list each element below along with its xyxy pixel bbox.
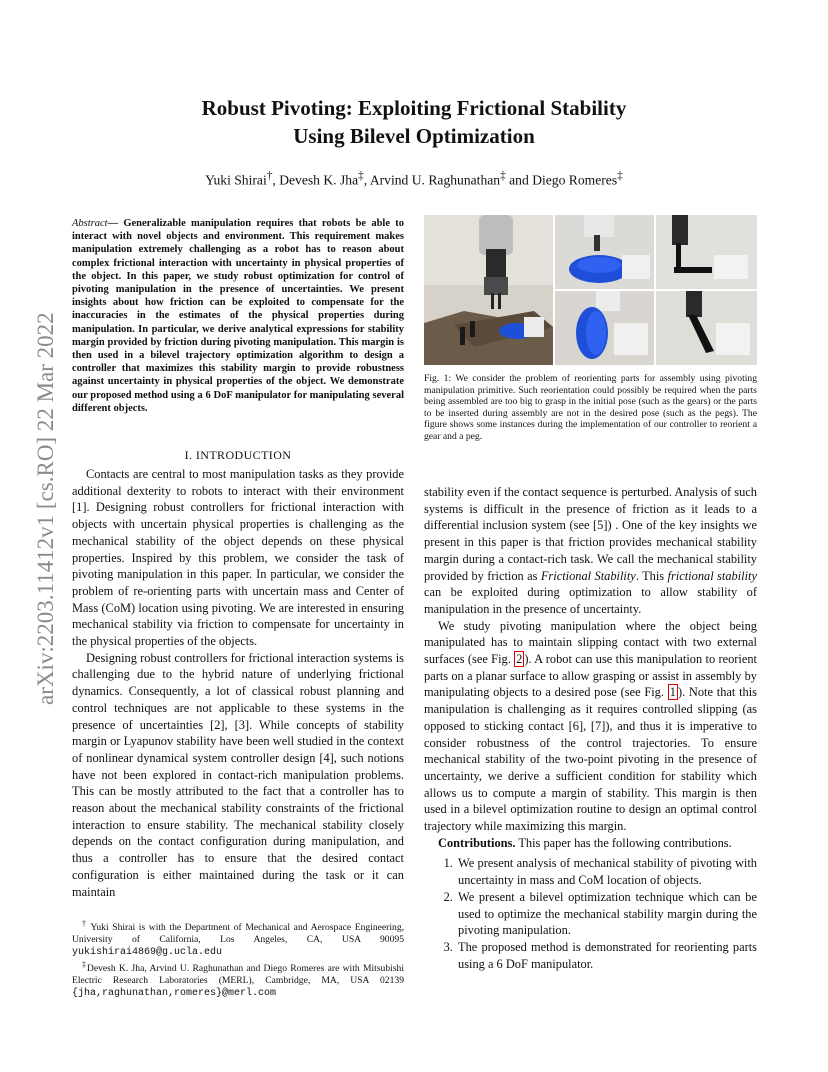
author-separator: , xyxy=(363,172,370,188)
intro-paragraph: Designing robust controllers for frictional interaction systems is challenging due to the hybrid nature of underlying frictional dynamics. Consequently, a lot of classical robust planning and control techniques are not applicable to these systems in the presence of uncertainties [2], [3]. While concepts of stability margin or Lyapunov stability have been well studied in the context of nonlinear dynamical system controller design [4], such notions have not been explored in contact-rich manipulation problems. This can be mostly attributed to the fact that a controller has to reason about the mechanical stability constraints of the frictional interaction to ensure stability. The mechanical stability closely depends on the contact configuration during manipulation, and thus a controller has to ensure that the desired contact configuration is either maintained during the task or it can maintain xyxy=(72,650,404,899)
footnote-mark: ‡ xyxy=(82,959,87,969)
author-name: Devesh K. Jha xyxy=(279,172,359,188)
list-item: 3. The proposed method is demonstrated for reorienting parts using a 6 DoF manipulator. xyxy=(456,939,757,972)
paper-title xyxy=(130,94,698,150)
author-name: Diego Romeres xyxy=(532,172,618,188)
affiliation-mark: † xyxy=(266,170,273,182)
text-run: can be exploited during optimization to allow stability of manipulation in the presence of uncertainty. xyxy=(424,585,757,616)
intro-paragraph: Contacts are central to most manipulation tasks as they provide additional dexterity to robots to interact with their environment [1]. Designing robust controllers for frictional interaction with objects with uncertain physical properties is challenging as the mechanical stability of the object depends on these physical properties. Inspired by this problem, we consider the task of pivoting manipulation in this paper. In particular, we consider the problem of re-orienting parts with uncertain mass and Center of Mass (CoM) location using pivoting. We are interested in ensuring mechanical stability via friction to compensate for uncertainty in the physical properties of the objects. xyxy=(72,467,404,649)
contributions-intro xyxy=(424,835,757,852)
text-run: . This xyxy=(635,568,668,583)
photo-panel-gear-pivot xyxy=(555,291,654,365)
contributions-list xyxy=(424,855,757,972)
abstract xyxy=(72,217,404,415)
footnote-text: Devesh K. Jha, Arvind U. Raghunathan and Diego Romeres are with Mitsubishi Electric Research Laboratories (MERL), Cambridge, MA, USA 02139 xyxy=(72,963,405,986)
list-item: 2. We present a bilevel optimization technique which can be used to optimize the mechanical stability margin during the pivoting manipulation. xyxy=(456,889,757,939)
right-column-body xyxy=(424,484,757,972)
email-address: yukishirai4869@g.ucla.edu xyxy=(72,947,223,958)
photo-panel-peg-start xyxy=(656,215,757,289)
affiliation-mark: ‡ xyxy=(500,170,506,182)
text-run: ). Note that this manipulation is challenging as it requires controlled slipping (as opposed to sticking contact [6], [7]), and thus it is imperative to consider robustness of the control trajectories. To ensure mechanical stability of the two-point pivoting in the presence of uncertainty, we derive a sufficient condition for stability which allows us to compute a margin of stability. This margin is then used in a bilevel optimization routine to design an optimal control trajectory while maximizing this margin. xyxy=(424,685,757,834)
text-run: ). A robot can use this manipulation to reorient parts on a planar surface to allow grasping or assist in assembly by manipulating objects to a desired pose (see Fig. xyxy=(424,652,757,700)
emphasis-term: frictional stability xyxy=(667,568,757,583)
footnote xyxy=(72,959,404,1000)
arxiv-identifier-text: arXiv:2203.11412v1 [cs.RO] 22 Mar 2022 xyxy=(33,312,58,705)
body-paragraph xyxy=(424,618,757,835)
author-name: Arvind U. Raghunathan xyxy=(369,172,501,188)
footnotes xyxy=(72,918,404,1000)
title-line-2: Using Bilevel Optimization xyxy=(293,124,535,148)
author-separator: and xyxy=(505,172,533,188)
photo-panel-gear-start xyxy=(555,215,654,289)
abstract-label: Abstract xyxy=(72,218,108,229)
footnote-mark: † xyxy=(82,919,88,928)
photo-panel-peg-pivot xyxy=(656,291,757,365)
figure-1-photo-collage xyxy=(424,215,757,365)
body-paragraph xyxy=(424,484,757,618)
footnote xyxy=(72,918,404,959)
figure-1-caption: Fig. 1: We consider the problem of reorienting parts for assembly using pivoting manipulation primitive. Such reorientation could possibly be required when the parts being assembled are too big to grasp in the initial pose (such as the gears) or the parts to be inserted during assembly are not in the desired pose (such as the pegs). The figure shows some instances during the implementation of our controller to reorient a gear and a peg. xyxy=(424,373,757,442)
left-column-body xyxy=(72,466,404,900)
list-item: 1. We present analysis of mechanical stability of pivoting with uncertainty in mass and CoM location of objects. xyxy=(456,855,757,888)
figure-ref-link[interactable]: 2 xyxy=(516,652,523,667)
email-address: {jha,raghunathan,romeres}@merl.com xyxy=(72,987,277,999)
text-run: stability even if the contact sequence is perturbed. Analysis of such systems is difficult in the presence of friction as it leads to a differential inclusion system (see [5]) . One of the key insights we present in this paper is that friction provides mechanical stability margin during a contact-rich task. We call the mechanical stability provided by friction as xyxy=(424,485,757,583)
author-list xyxy=(100,170,728,189)
photo-panel-robot-overview xyxy=(424,215,553,365)
author-name: Yuki Shirai xyxy=(205,172,267,188)
arxiv-identifier xyxy=(18,250,68,710)
author-separator: , xyxy=(272,172,280,188)
affiliation-mark: ‡ xyxy=(617,170,623,182)
footnote-text: Yuki Shirai is with the Department of Mechanical and Aerospace Engineering, University of California, Los Angeles, CA, USA 90095 xyxy=(72,922,405,946)
abstract-text: Generalizable manipulation requires that robots be able to interact with novel objects and environment. This requirement makes manipulation extremely challenging as a robot has to reason about complex frictional interaction with uncertainty in physical properties of the object. In this paper, we study robust optimization for control of pivoting manipulation in the presence of uncertainties. We present insights about how friction can be exploited to compensate for the inaccuracies in the estimates of the physical properties during manipulation. In particular, we derive analytical expressions for stability margin provided by friction during pivoting manipulation. This margin is then used in a bilevel trajectory optimization algorithm to design a controller that maximizes this stability margin to provide robustness against uncertainty in physical properties of the object. We demonstrate our proposed method using a 6 DoF manipulator for manipulating several different objects. xyxy=(72,218,405,414)
emphasis-term: Frictional Stability xyxy=(540,568,636,583)
section-heading-introduction: I. INTRODUCTION xyxy=(184,448,292,462)
contributions-heading: Contributions. xyxy=(438,835,516,850)
title-line-1: Robust Pivoting: Exploiting Frictional Stability xyxy=(201,96,627,120)
text-run: We study pivoting manipulation where the object being manipulated has to maintain slipping contact with two external surfaces (see Fig. xyxy=(424,618,757,667)
affiliation-mark: ‡ xyxy=(358,170,364,182)
text-run: This paper has the following contributions. xyxy=(515,835,732,850)
abstract-dash: — xyxy=(107,218,124,229)
figure-ref-link[interactable]: 1 xyxy=(669,685,676,700)
